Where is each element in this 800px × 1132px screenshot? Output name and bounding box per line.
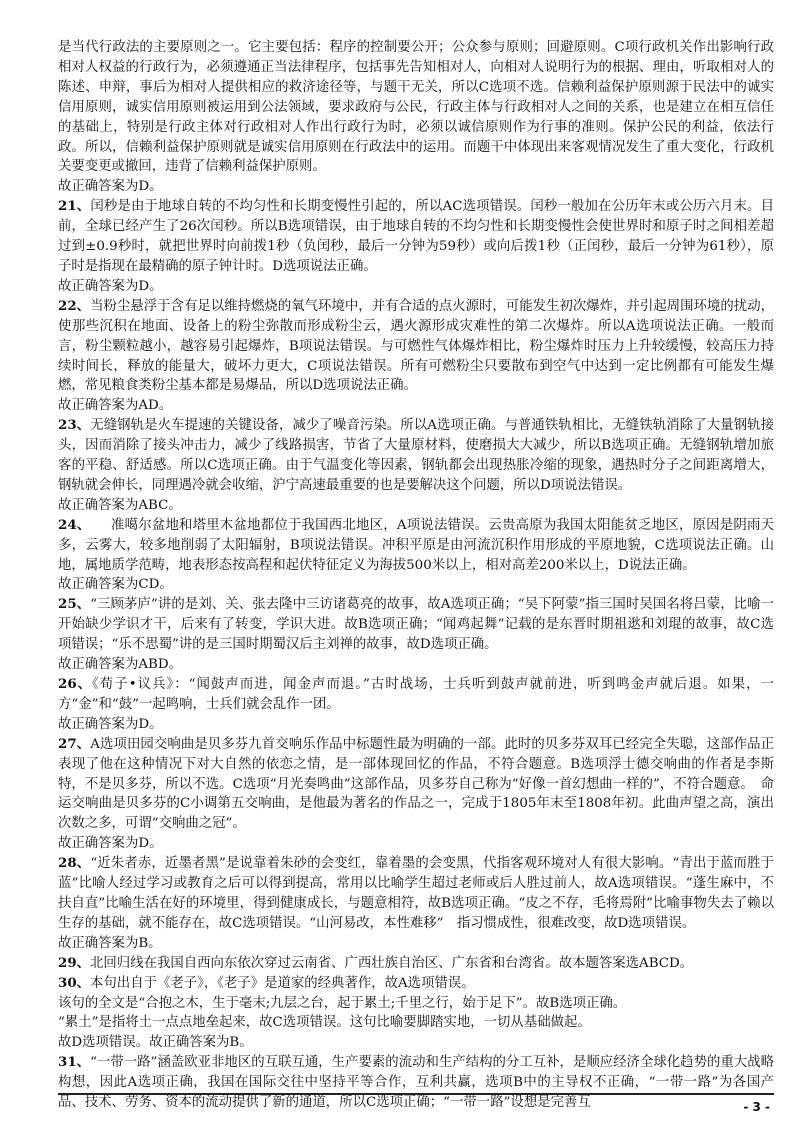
- paragraph-text: 北回归线在我国自西向东依次穿过云南省、广西壮族自治区、广东省和台湾省。故本题答案选ABCD。: [90, 955, 694, 971]
- footer-rule: [58, 1093, 774, 1095]
- paragraph: [58, 297, 774, 397]
- question-number: 30、: [58, 974, 91, 991]
- paragraph-text: 故D选项错误。故正确答案为B。: [58, 1035, 253, 1051]
- question-number: 23、: [58, 417, 91, 434]
- question-number: 27、: [58, 735, 91, 752]
- paragraph-text: “一带一路”涵盖欧亚非地区的互联互通，生产要素的流动和生产结构的分工互补，是顺应经济全球化趋势的重大战略构想，因此A选项正确，我国在国际交往中坚持平等合作，互利共赢，选项B中的主导权不正确，“一带一路”为各国产品、技术、劳务、资本的流动提供了新的通道，所以C选项正确；“一带一路”设想是完善互: [58, 1055, 774, 1111]
- answer-line: [58, 177, 774, 197]
- answer-line: [58, 575, 774, 595]
- paragraph-text: 闰秒是由于地球自转的不均匀性和长期变慢性引起的，所以AC选项错误。闰秒一般加在公历年末或公历六月末。目前，全球已经产生了26次闰秒。所以B选项错误，由于地球自转的不均匀性和长期变慢性会使世界时和原子时之间相差超过到±0.9秒时，就把世界时向前拨1秒（负闰秒，最后一分钟为59秒）或向后拨1秒（正闰秒，最后一分钟为61秒），原子时是指现在最精确的原子钟计时。D选项说法正确。: [58, 199, 774, 274]
- paragraph-text: 本句出自于《老子》，《老子》是道家的经典著作，故A选项错误。: [90, 975, 475, 991]
- paragraph-text: 故正确答案为D。: [58, 179, 163, 195]
- paragraph: [58, 1013, 774, 1033]
- paragraph-text: 故正确答案为ABC。: [58, 497, 182, 513]
- answer-line: [58, 715, 774, 735]
- paragraph-text: 故正确答案为B。: [58, 935, 162, 951]
- paragraph-text: 故正确答案为D。: [58, 716, 163, 732]
- question-number: 29、: [58, 954, 91, 971]
- paragraph-text: 故正确答案为CD。: [58, 577, 173, 593]
- paragraph: [58, 38, 774, 177]
- paragraph: [58, 954, 774, 974]
- question-number: 26、: [58, 676, 93, 692]
- paragraph: [58, 1053, 774, 1113]
- question-number: 31、: [58, 1054, 91, 1071]
- paragraph: [58, 854, 774, 934]
- answer-line: [58, 834, 774, 854]
- question-number: 22、: [58, 297, 91, 314]
- paragraph-text: 《荀子•议兵》：“闻鼓声而进，闻金声而退。”古时战场，士兵听到鼓声就前进，听到鸣金声就后退。如果，一方“金”和“鼓”一起鸣响，士兵们就会乱作一团。: [58, 677, 774, 712]
- question-number: 21、: [58, 198, 91, 215]
- answer-line: [58, 277, 774, 297]
- paragraph-text: 无缝钢轨是火车提速的关键设备，减少了噪音污染。所以A选项正确。与普通铁轨相比，无缝铁轨消除了大量钢轨接头，因而消除了接头冲击力，减少了线路损害，节省了大量原材料，使磨损大大减少，所以B选项正确。无缝钢轨增加旅客的平稳、舒适感。所以C选项正确。由于气温变化等因素，钢轨都会出现热胀冷缩的现象，遇热时分子之间距离增大，钢轨就会伸长，同理遇冷就会收缩，沪宁高速最重要的也是要解决这个问题，所以D项说法错误。: [58, 418, 774, 493]
- paragraph-text: 该句的全文是“合抱之木，生于毫末;九层之台，起于累土;千里之行，始于足下”。故B选项正确。: [58, 995, 627, 1011]
- answer-line: [58, 1033, 774, 1053]
- paragraph: [58, 735, 774, 835]
- paragraph: [58, 516, 774, 576]
- answer-line: [58, 396, 774, 416]
- paragraph: [58, 197, 774, 277]
- paragraph: [58, 994, 774, 1014]
- paragraph-text: 故正确答案为ABD。: [58, 657, 182, 673]
- question-number: 25、: [58, 596, 91, 613]
- paragraph-text: 是当代行政法的主要原则之一。它主要包括：程序的控制要公开；公众参与原则；回避原则。C项行政机关作出影响行政相对人权益的行政行为，必须遵通正当法律程序，包括事先告知相对人，向相对人说明行为的根据、理由，听取相对人的陈述、申辩，事后为相对人提供相应的救济途径等，与题干无关，所以C选项不选。信赖利益保护原则源于民法中的诚实信用原则，诚实信用原则被运用到公法领域，要求政府与公民，行政主体与行政相对人之间的关系，也是建立在相互信任的基础上，特别是行政主体对行政相对人作出行政行为时，必须以诚信原则作为行事的准则。保护公民的利益，依法行政。所以，信赖利益保护原则就是诚实信用原则在行政法中的运用。而题干中体现出来客观情况发生了重大变化，行政机关要变更或撤回，违背了信赖利益保护原则。: [58, 40, 774, 175]
- paragraph-text: “累土”是指将土一点点地垒起来，故C选项错误。这句比喻要脚踏实地，一切从基础做起。: [58, 1015, 591, 1031]
- paragraph-text: 准噶尔盆地和塔里木盆地都位于我国西北地区，A项说法错误。云贵高原为我国太阳能贫乏地区，原因是阴雨天多，云雾大，较多地削弱了太阳辐射，B项说法错误。冲积平原是由河流沉积作用形成的平原地貌，C选项说法正确。山地，属地质学范畴，地表形态按高程和起伏特征定义为海拔500米以上，相对高差200米以上，D说法正确。: [58, 517, 775, 573]
- paragraph-text: 当粉尘悬浮于含有足以维持燃烧的氧气环境中，并有合适的点火源时，可能发生初次爆炸，并引起周围环境的扰动，使那些沉积在地面、设备上的粉尘弥散而形成粉尘云，遇火源形成灾难性的第二次爆炸。所以A选项说法正确。一般而言，粉尘颗粒越小，越容易引起爆炸，B项说法错误。与可燃性气体爆炸相比，粉尘爆炸时压力上升较缓慢，较高压力持续时间长，释放的能量大，破坏力更大，C项说法错误。所有可燃粉尘只要散布到空气中达到一定比例都有可能发生爆燃，常见粮食类粉尘基本都是易爆品，所以D选项说法正确。: [58, 298, 775, 394]
- answer-text-body: [58, 38, 774, 1113]
- paragraph: [58, 675, 774, 715]
- answer-line: [58, 496, 774, 516]
- question-number: 24、: [58, 516, 84, 533]
- page-number: - 3 -: [743, 1100, 770, 1114]
- answer-line: [58, 655, 774, 675]
- paragraph-text: A选项田园交响曲是贝多芬九首交响乐作品中标题性最为明确的一部。此时的贝多芬双耳已经完全失聪，这部作品正表现了他在这种情况下对大自然的依恋之情，是一部体现回忆的作品，不符合题意。B选项浮士德交响曲的作者是李斯特，不是贝多芬，所以不选。C选项“月光奏鸣曲”这部作品，贝多芬自己称为“好像一首幻想曲一样的”，不符合题意。 命运交响曲是贝多芬的C小调第五交响曲，是他最为著名的作品之一，完成于1805年末至1808年初。此曲声望之高，演出次数之多，可谓“交响曲之冠”。: [58, 736, 774, 832]
- paragraph-text: 故正确答案为D。: [58, 278, 163, 294]
- paragraph: [58, 974, 774, 994]
- paragraph: [58, 416, 774, 496]
- paragraph-text: 故正确答案为D。: [58, 836, 163, 852]
- paragraph-text: “近朱者赤，近墨者黑”是说靠着朱砂的会变红，靠着墨的会变黑，代指客观环境对人有很大影响。“青出于蓝而胜于蓝”比喻人经过学习或教育之后可以得到提高，常用以比喻学生超过老师或后人胜过前人，故A选项错误。“蓬生麻中，不扶自直”比喻生活在好的环境里，得到健康成长，与题意相符，故B选项正确。“皮之不存，毛将焉附”比喻事物失去了赖以生存的基础，就不能存在，故C选项错误。“山河易改，本性难移” 指习惯成性，很难改变，故D选项错误。: [58, 856, 774, 931]
- paragraph: [58, 595, 774, 655]
- question-number: 28、: [58, 855, 91, 872]
- paragraph-text: “三顾茅庐”讲的是刘、关、张去隆中三访诸葛亮的故事，故A选项正确；“吴下阿蒙”指三国时吴国名将吕蒙，比喻一开始缺少学识才干，后来有了转变，学识大进。故B选项正确；“闻鸡起舞”记载的是东晋时期祖逖和刘琨的故事，故C选项错误；“乐不思蜀”讲的是三国时期蜀汉后主刘禅的故事，故D选项正确。: [58, 597, 774, 653]
- answer-line: [58, 934, 774, 954]
- paragraph-text: 故正确答案为AD。: [58, 398, 173, 414]
